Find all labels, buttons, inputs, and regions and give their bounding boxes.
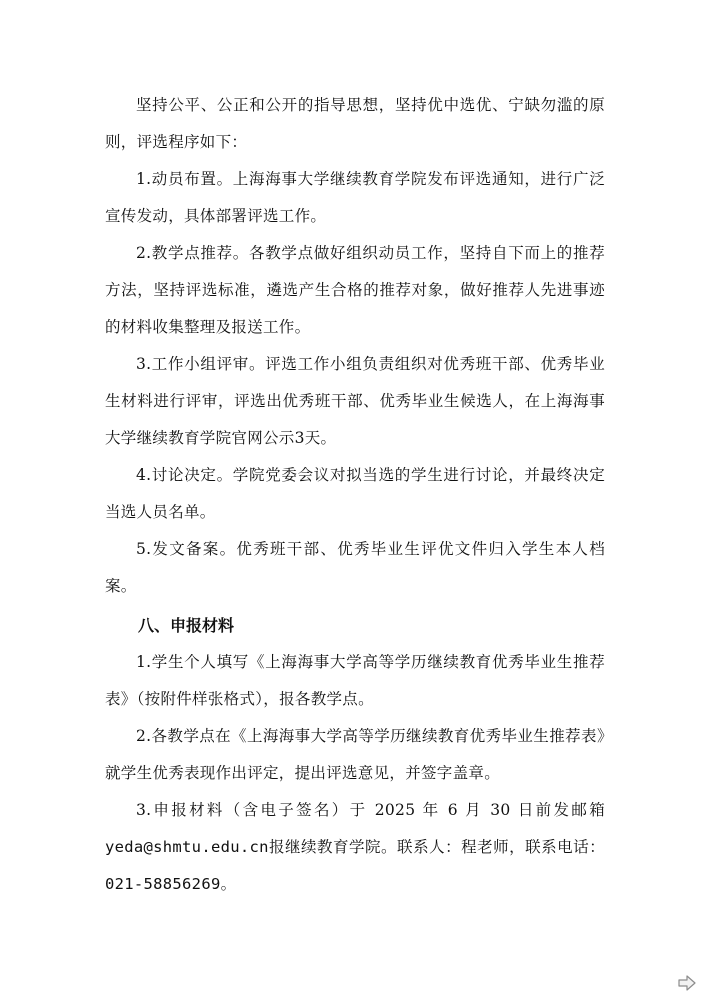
contact-email: yeda@shmtu.edu.cn bbox=[105, 838, 269, 856]
intro-paragraph: 坚持公平、公正和公开的指导思想，坚持优中选优、宁缺勿滥的原则，评选程序如下： bbox=[105, 96, 605, 151]
material-3-text-middle: 报继续教育学院。联系人：程老师，联系电话： bbox=[268, 838, 605, 856]
material-1-paragraph: 1.学生个人填写《上海海事大学高等学历继续教育优秀毕业生推荐表》（按附件样张格式），报各教学点。 bbox=[105, 653, 605, 708]
step-3-paragraph: 3.工作小组评审。评选工作小组负责组织对优秀班干部、优秀毕业生材料进行评审，评选出优秀班干部、优秀毕业生候选人，在上海海事大学继续教育学院官网公示3天。 bbox=[105, 355, 605, 447]
material-3-paragraph bbox=[105, 792, 605, 903]
step-1-paragraph: 1.动员布置。上海海事大学继续教育学院发布评选通知，进行广泛宣传发动，具体部署评选工作。 bbox=[105, 170, 605, 225]
contact-phone: 021-58856269 bbox=[105, 875, 221, 893]
step-4-paragraph: 4.讨论决定。学院党委会议对拟当选的学生进行讨论，并最终决定当选人员名单。 bbox=[105, 466, 605, 521]
next-page-arrow-icon[interactable] bbox=[676, 972, 698, 994]
material-2-paragraph: 2.各教学点在《上海海事大学高等学历继续教育优秀毕业生推荐表》就学生优秀表现作出评定，提出评选意见，并签字盖章。 bbox=[105, 727, 605, 782]
section-8-heading: 八、申报材料 bbox=[138, 616, 235, 635]
step-5-paragraph: 5.发文备案。优秀班干部、优秀毕业生评优文件归入学生本人档案。 bbox=[105, 540, 605, 595]
material-3-text-end: 。 bbox=[220, 875, 237, 893]
step-2-paragraph: 2.教学点推荐。各教学点做好组织动员工作，坚持自下而上的推荐方法，坚持评选标准，遴选产生合格的推荐对象，做好推荐人先进事迹的材料收集整理及报送工作。 bbox=[105, 244, 605, 336]
material-3-text-start: 3.申报材料（含电子签名）于 2025 年 6 月 30 日前发邮箱 bbox=[136, 801, 605, 819]
